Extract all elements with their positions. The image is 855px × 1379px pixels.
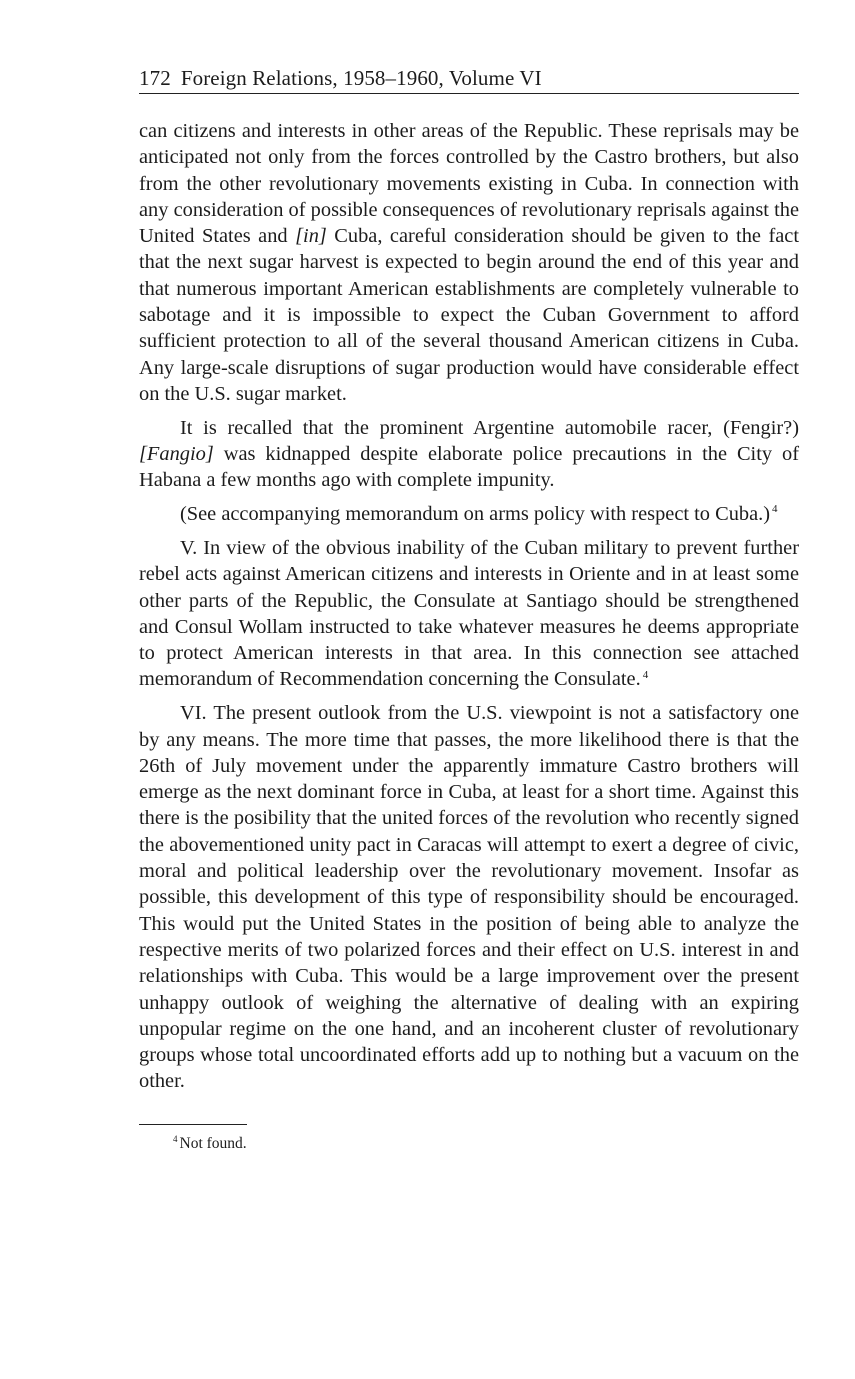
footnote bbox=[173, 1134, 799, 1154]
paragraph-arms-policy bbox=[139, 501, 799, 527]
document-body bbox=[139, 118, 799, 1095]
paragraph-section-v bbox=[139, 535, 799, 693]
paragraph-text: Cuba, careful consideration should be given to the fact that the next sugar harvest is expected to begin around the end of this year and that numerous important American establishments are completely vulnerable to sabotage and it is impossible to expect the Cuban Government to afford sufficient protection to all of the several thousand American citizens in Cuba. Any large-scale disruptions of sugar production would have considerable effect on the U.S. sugar market. bbox=[139, 225, 799, 405]
footnote-rule bbox=[139, 1124, 247, 1125]
paragraph-text: It is recalled that the prominent Argentine automobile racer, (Fengir?) bbox=[180, 416, 799, 439]
page-number: 172 bbox=[139, 66, 171, 90]
paragraph-text: VI. The present outlook from the U.S. viewpoint is not a satisfactory one by any means. The more time that passes, the more likelihood there is that the 26th of July movement under the apparently immature Castro brothers will emerge as the next dominant force in Cuba, at least for a short time. Against this there is the posibility that the united forces of the revolution who recently signed the abovementioned unity pact in Caracas will attempt to exert a degree of civic, moral and political leadership over the revolutionary movement. Insofar as possible, this development of this type of responsibility should be encouraged. This would put the United States in the position of being able to analyze the respective merits of two polarized forces and their effect on U.S. interest in and relationships with Cuba. This would be a large improvement over the present unhappy outlook of weighing the alternative of dealing with an expiring unpopular regime on the one hand, and an incoherent cluster of revolutionary groups whose total uncoordinated efforts add up to nothing but a vacuum on the other. bbox=[139, 702, 799, 1093]
editorial-insertion: [Fangio] bbox=[139, 443, 214, 466]
paragraph-text: V. In view of the obvious inability of the Cuban military to prevent further rebel acts against American citizens and interests in Oriente and in at least some other parts of the Republic, the Consulate at Santiago should be strengthened and Consul Wollam instructed to take whatever measures he deems appropriate to protect American interests in that area. In this connection see attached memorandum of Recommendation concerning the Consulate. bbox=[139, 536, 799, 691]
paragraph-continuation bbox=[139, 118, 799, 407]
paragraph-section-vi bbox=[139, 700, 799, 1094]
paragraph-text: was kidnapped despite elaborate police precautions in the City of Habana a few months ago with complete impunity. bbox=[139, 443, 799, 492]
running-head bbox=[139, 64, 799, 92]
header-rule bbox=[139, 93, 799, 94]
paragraph-text: can citizens and interests in other areas of the Republic. These reprisals may be anticipated not only from the forces controlled by the Castro brothers, but also from the other revolutionary movements existing in Cuba. In connection with any consideration of possible consequences of revolutionary reprisals against the United States and bbox=[139, 120, 799, 248]
footnote-reference: 4 bbox=[642, 668, 649, 681]
running-title: Foreign Relations, 1958–1960, Volume VI bbox=[180, 66, 542, 90]
footnote-marker: 4 bbox=[173, 1133, 178, 1144]
editorial-insertion: [in] bbox=[295, 225, 327, 248]
paragraph-fangio bbox=[139, 415, 799, 494]
paragraph-text: (See accompanying memorandum on arms policy with respect to Cuba.) bbox=[180, 503, 771, 526]
page bbox=[139, 64, 799, 1154]
footnote-text: Not found. bbox=[179, 1134, 247, 1152]
footnote-reference: 4 bbox=[772, 503, 778, 516]
